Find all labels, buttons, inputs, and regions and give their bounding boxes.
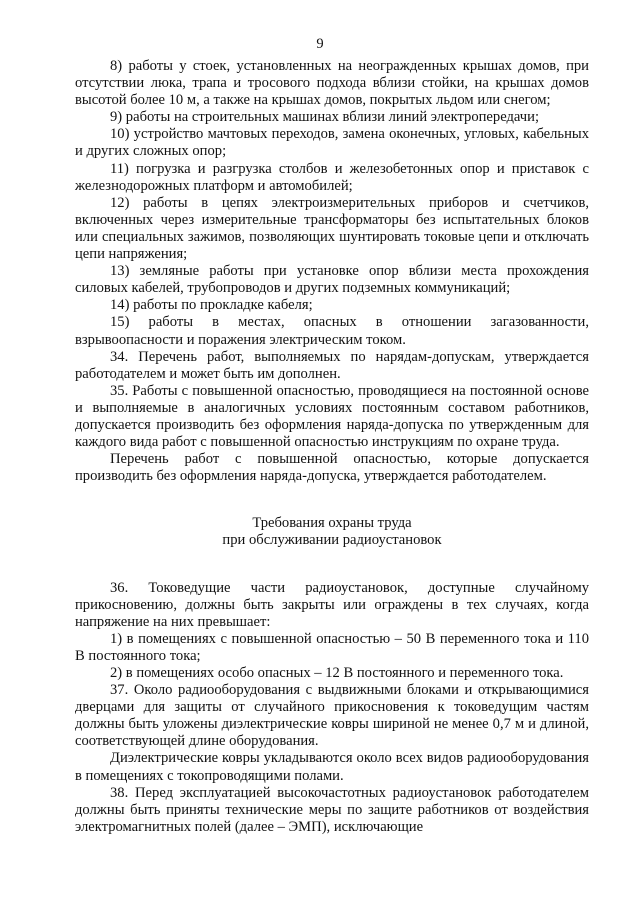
list-item-14: 14) работы по прокладке кабеля; <box>110 297 313 314</box>
list-item-11: 11) погрузка и разгрузка столбов и железобетонных опор и приставок с железнодорожных платформ и автомобилей; <box>75 160 589 194</box>
clause-35-list-note: Перечень работ с повышенной опасностью, которые допускается производить без оформления наряда-допуска, утверждается работодателем. <box>75 451 589 485</box>
list-item-12: 12) работы в цепях электроизмерительных приборов и счетчиков, включенных через измерительные трансформаторы без испытательных блоков или специальных зажимов, позволяющих шунтировать токовые цепи и отключать цепи напряжения; <box>75 194 589 263</box>
section-heading-line2: при обслуживании радиоустановок <box>222 532 442 549</box>
list-item-10: 10) устройство мачтовых переходов, замена оконечных, угловых, кабельных и других сложных опор; <box>75 126 589 160</box>
list-item-15: 15) работы в местах, опасных в отношении загазованности, взрывоопасности и поражения электрическим током. <box>75 314 589 348</box>
list-item-9: 9) работы на строительных машинах вблизи линий электропередачи; <box>110 109 540 126</box>
document-body <box>75 58 589 836</box>
section-heading-line1: Требования охраны труда <box>252 515 412 532</box>
clause-36-item-2: 2) в помещениях особо опасных – 12 В постоянного и переменного тока. <box>110 665 564 681</box>
clause-37: 37. Около радиооборудования с выдвижными блоками и открывающимися дверцами для защиты от случайного прикосновения к токоведущим частям должны быть уложены диэлектрические ковры шириной не менее 0,7 м и длиной, соответствующей длине оборудования. <box>75 682 589 750</box>
clause-35: 35. Работы с повышенной опасностью, проводящиеся на постоянной основе и выполняемые в аналогичных условиях постоянным составом работников, допускается производить без оформления наряда-допуска по утвержденным для каждого вида работ с повышенной опасностью инструкциям по охране труда. <box>75 382 589 451</box>
clause-37-note: Диэлектрические ковры укладываются около всех видов радиооборудования в помещениях с токопроводящими полами. <box>75 750 589 784</box>
clause-36-item-1: 1) в помещениях с повышенной опасностью – 50 В переменного тока и 110 В постоянного тока; <box>75 630 589 664</box>
page-number: 9 <box>316 36 324 52</box>
clause-36: 36. Токоведущие части радиоустановок, доступные случайному прикосновению, должны быть закрыты или ограждены в тех случаях, когда напряжение на них превышает: <box>75 579 589 630</box>
list-item-8: 8) работы у стоек, установленных на неогражденных крышах домов, при отсутствии люка, трапа и тросового подхода вблизи стойки, на крышах домов высотой более 10 м, а также на крышах домов, покрытых льдом или снегом; <box>75 58 589 109</box>
list-item-13: 13) земляные работы при установке опор вблизи места прохождения силовых кабелей, трубопроводов и других подземных коммуникаций; <box>75 263 589 297</box>
clause-34: 34. Перечень работ, выполняемых по нарядам-допускам, утверждается работодателем и может быть им дополнен. <box>75 348 589 382</box>
clause-38: 38. Перед эксплуатацией высокочастотных радиоустановок работодателем должны быть приняты технические меры по защите работников от воздействия электромагнитных полей (далее – ЭМП), исключающие <box>75 784 589 835</box>
